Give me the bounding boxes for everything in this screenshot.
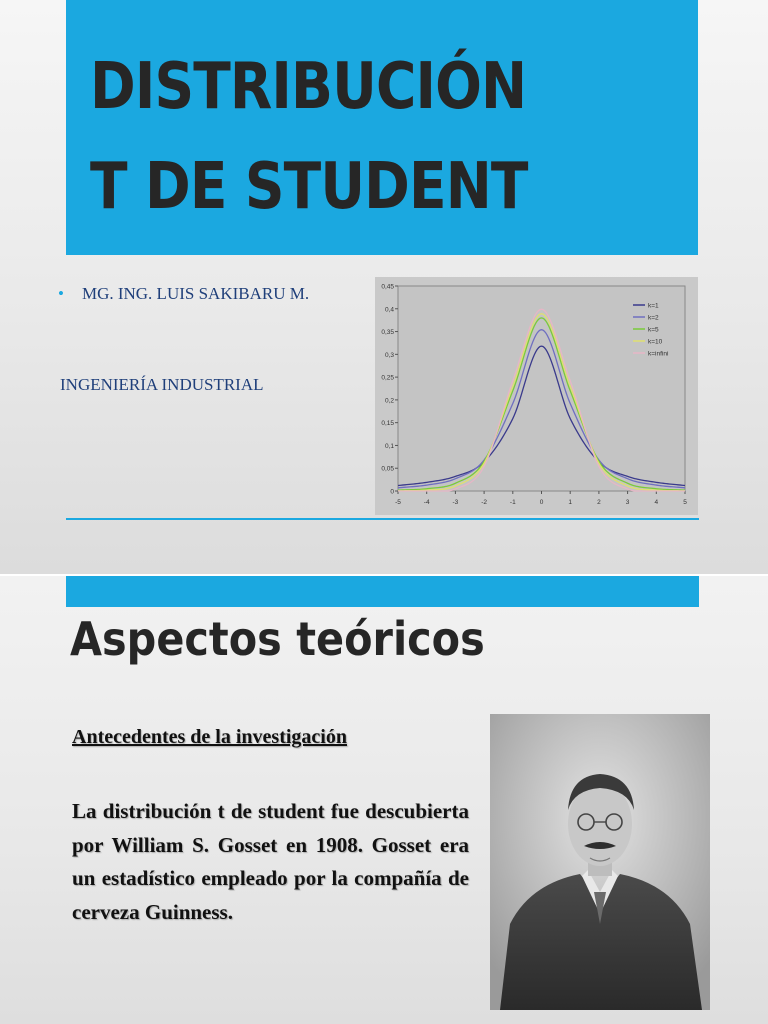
divider-line	[66, 518, 699, 520]
title-band	[66, 0, 698, 255]
t-distribution-chart	[375, 277, 698, 515]
legend-label: k=2	[648, 314, 659, 322]
y-tick-label: 0,3	[384, 351, 394, 359]
para-text-2: en 1908. Gosset era un estadístico empleado por la compañía de cerveza Guinness.	[72, 832, 470, 924]
x-tick-label: -2	[481, 499, 487, 506]
para-text-1: La distribución t de student fue descubierta por	[72, 799, 469, 857]
x-tick-label: -5	[395, 499, 401, 506]
chart-svg	[375, 277, 698, 515]
title-line-1: DISTRIBUCIÓN	[90, 50, 527, 124]
x-tick-label: 5	[683, 499, 687, 506]
author-bullet	[58, 284, 309, 304]
legend-label: k=10	[648, 338, 663, 346]
gosset-portrait	[490, 714, 710, 1010]
x-tick-label: 0	[539, 499, 544, 506]
title-line-2: T DE STUDENT	[90, 150, 528, 224]
x-tick-label: 4	[654, 499, 659, 506]
x-tick-label: 2	[597, 499, 601, 506]
x-tick-label: 1	[568, 499, 573, 506]
slide-theory	[0, 576, 768, 1024]
x-tick-label: 3	[625, 499, 630, 506]
y-tick-label: 0,25	[381, 374, 394, 382]
department-label: INGENIERÍA INDUSTRIAL	[60, 375, 264, 394]
x-tick-label: -4	[423, 499, 430, 506]
x-tick-label: -1	[509, 499, 516, 506]
y-tick-label: 0,15	[381, 420, 394, 428]
gosset-name: William S. Gosset	[111, 832, 278, 857]
portrait-image	[490, 714, 710, 1010]
legend-label: k=5	[648, 326, 659, 334]
y-tick-label: 0,05	[381, 465, 394, 473]
y-tick-label: 0,1	[384, 442, 394, 450]
y-tick-label: 0,45	[381, 283, 394, 291]
y-tick-label: 0,2	[384, 397, 394, 405]
subheading: Antecedentes de la investigación	[72, 726, 347, 748]
body-paragraph	[72, 795, 469, 929]
y-tick-label: 0	[390, 488, 394, 496]
section-heading: Aspectos teóricos	[70, 612, 485, 666]
legend-label: k=1	[648, 302, 659, 310]
header-band	[66, 576, 699, 607]
y-tick-label: 0,4	[384, 306, 394, 314]
bullet-icon: •	[58, 284, 64, 303]
legend-label: k=infini	[648, 350, 669, 358]
author-name: MG. ING. LUIS SAKIBARU M.	[81, 284, 310, 303]
x-tick-label: -3	[452, 499, 459, 506]
y-tick-label: 0,35	[381, 329, 394, 337]
